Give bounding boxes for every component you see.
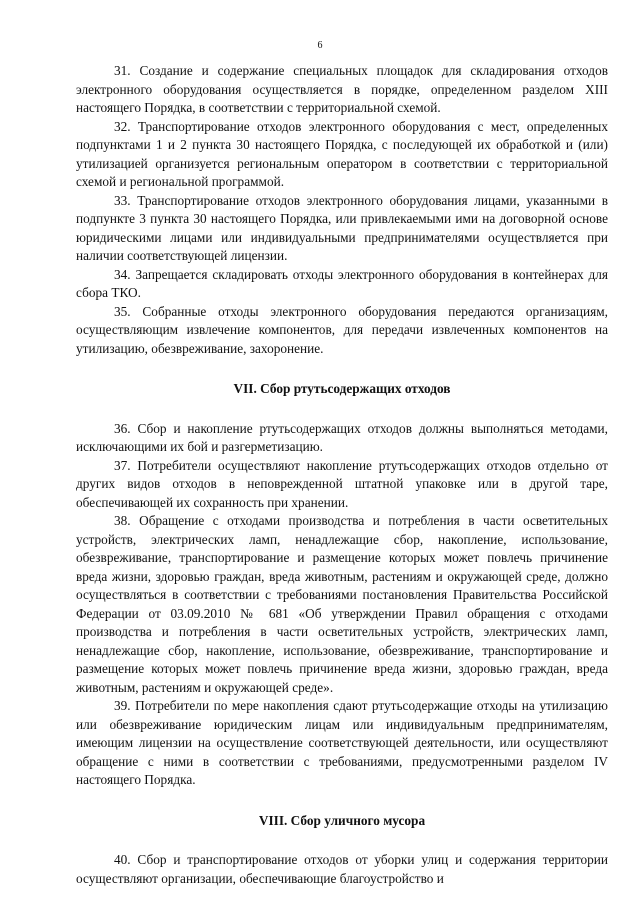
spacer: [76, 830, 608, 851]
spacer: [76, 399, 608, 420]
paragraph-31: 31. Создание и содержание специальных площадок для складирования отходов электронного оборудования осуществляется в порядке, определенном разделом XIII настоящего Порядка, в соответствии с территориальной схемой.: [76, 63, 608, 115]
spacer: [76, 790, 608, 812]
section-heading-vii: VII. Сбор ртутьсодержащих отходов: [233, 381, 451, 396]
paragraph-32: 32. Транспортирование отходов электронного оборудования с мест, определенных подпунктами 1 и 2 пункта 30 настоящего Порядка, с последующей их обработкой и (или) утилизацией организуется региональным оператором в соответствии с территориальной схемой и региональной программой.: [76, 118, 608, 189]
page-number: 6: [317, 40, 323, 51]
paragraph-33: 33. Транспортирование отходов электронного оборудования лицами, указанными в подпункте 3 пункта 30 настоящего Порядка, или привлекаемыми ими на договорной основе юридическими лицами или индивидуальными предпринимателями осуществляется при наличии соответствующей лицензии.: [76, 192, 608, 263]
paragraph-37: 37. Потребители осуществляют накопление ртутьсодержащих отходов отдельно от других видов отходов в неповрежденной штатной упаковке или в другой таре, обеспечивающей их сохранность при хранении.: [76, 457, 608, 510]
spacer: [76, 358, 608, 380]
paragraph-36: 36. Сбор и накопление ртутьсодержащих отходов должны выполняться методами, исключающими их бой и разгерметизацию.: [76, 420, 608, 454]
paragraph-34: 34. Запрещается складировать отходы электронного оборудования в контейнерах для сбора ТКО.: [76, 266, 608, 300]
paragraph-39: 39. Потребители по мере накопления сдают ртутьсодержащие отходы на утилизацию или обезвреживание юридическим лицам или индивидуальным предпринимателям, имеющим лицензии на осуществление соответствующей деятельности, или осуществляют обращение с ними в соответствии с требованиями, предусмотренными разделом IV настоящего Порядка.: [76, 698, 608, 787]
paragraph-40: 40. Сбор и транспортирование отходов от уборки улиц и содержания территории осуществляют организации, обеспечивающие благоустройство и: [76, 852, 608, 886]
paragraph-38: 38. Обращение с отходами производства и потребления в части осветительных устройств, электрических ламп, ненадлежащие сбор, накопление, использование, обезвреживание, транспортирование и размещение которых может повлечь причинение вреда жизни, здоровью граждан, вреда животным, растениям и окружающей среде, должно осуществляться в соответствии с требованиями постановления Правительства Российской Федерации от 03.09.2010 № 681 «Об утверждении Правил обращения с отходами производства и потребления в части осветительных устройств, электрических ламп, ненадлежащие сбор, накопление, использование, обезвреживание, транспортирование и размещение которых может повлечь причинение вреда жизни, здоровью граждан, вреда животным, растениям и окружающей среде».: [76, 513, 608, 695]
section-heading-viii: VIII. Сбор уличного мусора: [258, 812, 426, 828]
document-body: [76, 62, 608, 888]
paragraph-35: 35. Собранные отходы электронного оборудования передаются организациям, осуществляющим извлечение компонентов, для передачи извлеченных компонентов на утилизацию, обезвреживание, захоронение.: [76, 303, 608, 356]
